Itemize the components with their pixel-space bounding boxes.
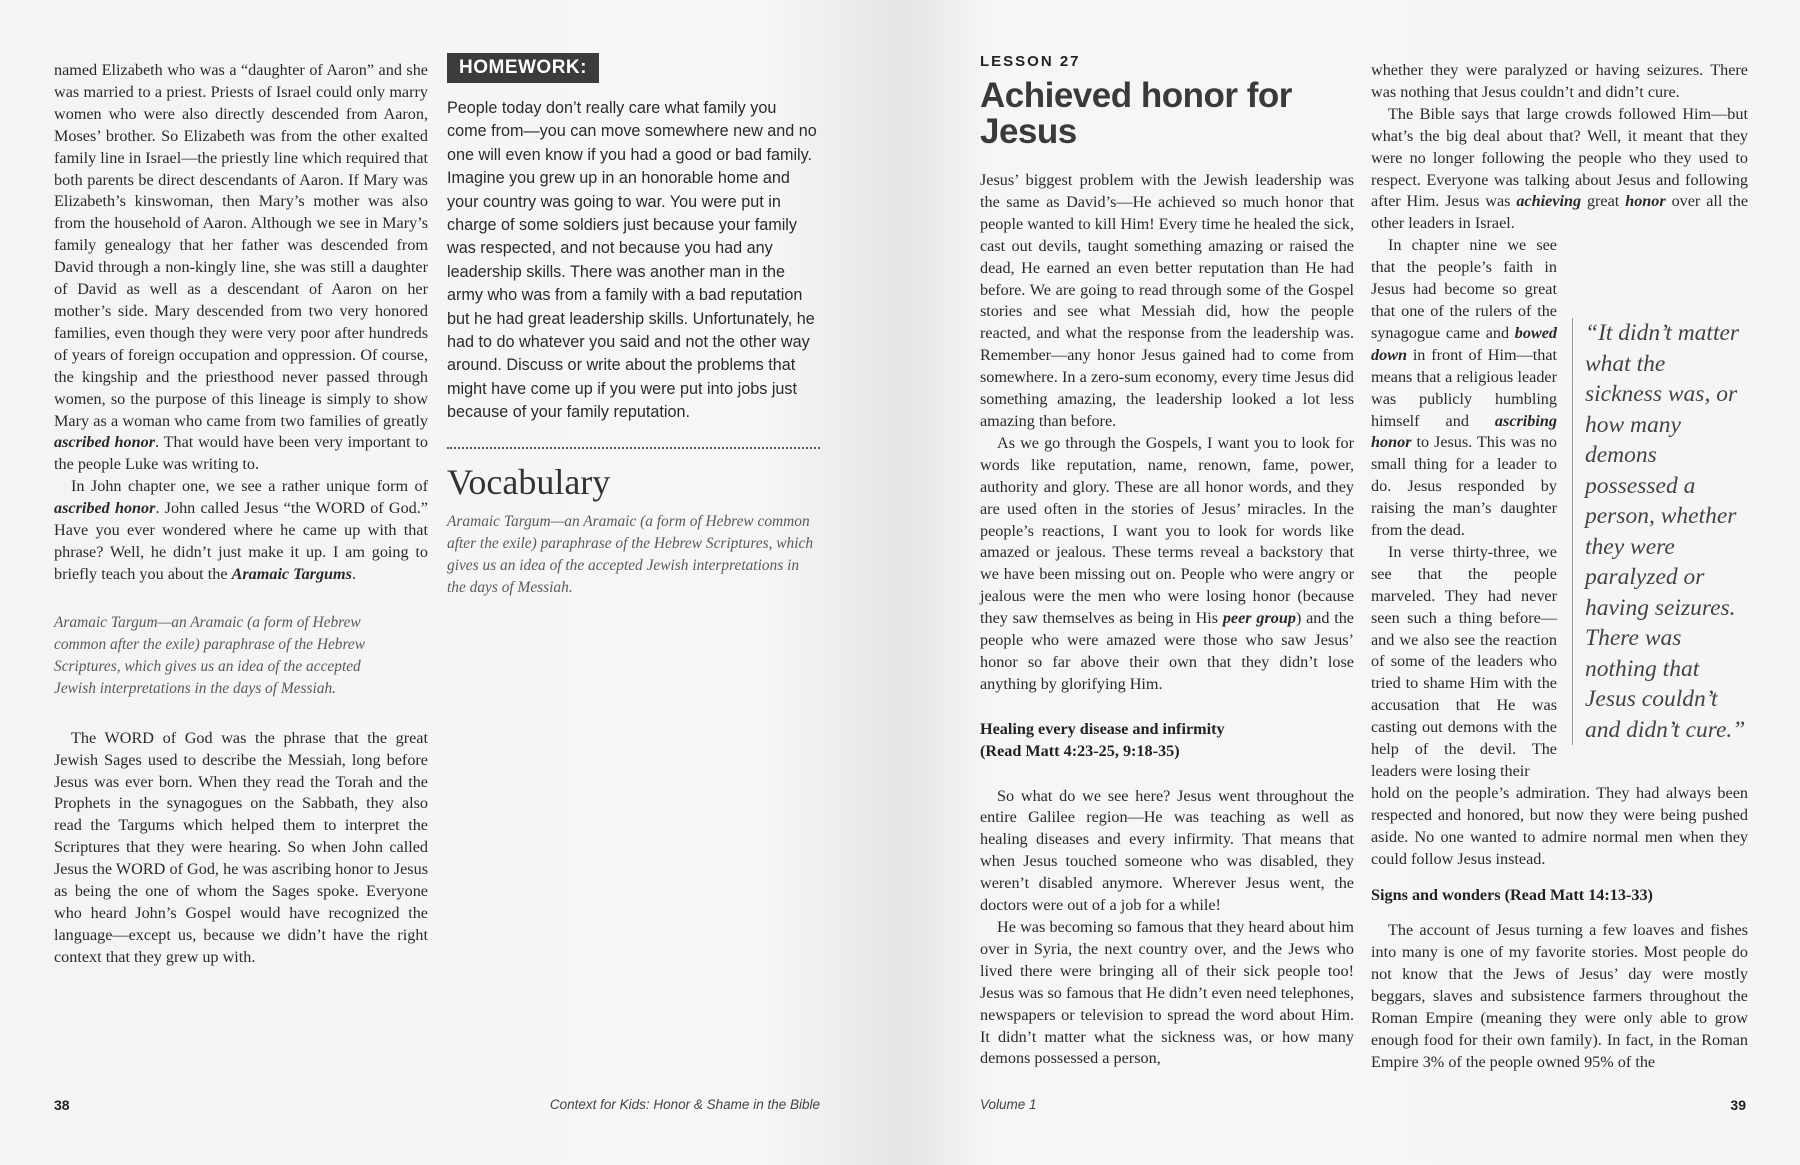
term-aramaic-targums: Aramaic Targums [231, 564, 352, 583]
lesson-header [980, 53, 1310, 150]
text: Healing every disease and infirmity [980, 719, 1225, 738]
text: In John chapter one, we see a rather unique form of [71, 477, 428, 496]
text: over all the other leaders in Israel. [1371, 192, 1749, 233]
divider [447, 447, 820, 449]
right-column-1 [980, 170, 1354, 1070]
paragraph [1371, 235, 1557, 542]
term-ascribed-honor: ascribed honor [54, 433, 156, 452]
lesson-title: Achieved honor for Jesus [980, 76, 1292, 151]
text: ) and the people who were amazed were those who saw Jesus’ honor so far above their own that they didn’t lose anything by glorifying Him. [980, 609, 1354, 693]
text: In chapter nine we see that the people’s faith in Jesus had become so great that one of the rulers of the synagogue came and [1371, 236, 1557, 342]
text: named Elizabeth who was a “daughter of Aaron” and she was married to a priest. Priests of Israel could only marry women who were also directly descended from Aaron, Moses’ brother. So Elizabeth was from the other exalted family line in Israel—the priestly line which required that both parents be direct descendants of Aaron. If Mary was Elizabeth’s kinswoman, then Mary’s mother was also from the household of Aaron. Although we see in Mary’s family genealogy that her father was descended from David through a non-kingly line, she was still a daughter of David as well as a descendant of Aaron on her mother’s side. Mary descended from two very honored families, even though they were very poor after hundreds of years of foreign occupation and oppression. Of course, the kingship and the priesthood never passed through women, so the purpose of this lineage is simply to show Mary as a woman who came from two families of greatly [54, 61, 428, 430]
paragraph: So what do we see here? Jesus went throughout the entire Galilee region—He was teaching as well as healing diseases and every infirmity. That means that when Jesus touched someone who was disabled, they weren’t disabled anymore. Wherever Jesus went, the doctors were out of a job for a while! [980, 786, 1354, 915]
paragraph [54, 476, 428, 586]
paragraph [980, 433, 1354, 696]
homework-title: HOMEWORK: [447, 53, 599, 83]
running-head [980, 1097, 1037, 1112]
book-title: Honor & Shame in the Bible [653, 1097, 820, 1112]
volume-label: Volume 1 [980, 1097, 1037, 1112]
page-number: 38 [54, 1097, 70, 1113]
term-achieving: achieving [1516, 192, 1582, 211]
paragraph: hold on the people’s admiration. They had always been respected and honored, but now they were being pushed aside. No one wanted to admire normal men when they could follow Jesus instead. [1371, 783, 1748, 868]
paragraph: He was becoming so famous that they heard about him over in Syria, the next country over, and the Jews who lived there were bringing all of their sick people too! Jesus was so famous that He didn’t even need telephones, newspapers or television to spread the word about Him. It didn’t matter what the sickness was, or how many demons possessed a person, [980, 918, 1354, 1068]
paragraph [54, 60, 428, 476]
paragraph: The account of Jesus turning a few loaves and fishes into many is one of my favorite stories. Most people do not know that the Jews of Jesus’ day were mostly beggars, slaves and subsistence farmers throughout the Roman Empire (meaning they were only able to grow enough food for their own family). In fact, in the Roman Empire 3% of the people owned 95% of the [1371, 921, 1748, 1071]
text: . John called Jesus “the WORD of God.” Have you ever wondered where he came up with that phrase? Well, he didn’t just make it up. I am going to briefly teach you about the [54, 499, 428, 583]
text: great [1586, 192, 1620, 211]
text: (Read Matt 4:23-25, 9:18-35) [980, 741, 1180, 760]
section-heading-healing [980, 719, 1354, 763]
page-number: 39 [1730, 1097, 1746, 1113]
text: . [351, 564, 356, 583]
left-column-2 [447, 53, 820, 599]
term-peer-group: peer group [1222, 609, 1296, 628]
paragraph [1371, 104, 1748, 235]
wrap-column [1371, 235, 1557, 783]
term-bowed-down: bowed down [1371, 323, 1558, 364]
text: As we go through the Gospels, I want you to look for words like reputation, name, renown, fame, power, authority and glory. These are all honor words, and they are used often in the stories of Jesus’ miracles. In the people’s reactions, I want you to look for words like amazed or jealous. These terms reveal a backstory that we have been missing out on. People who were angry or jealous were the men who were losing honor (because they saw themselves as being in His [980, 433, 1354, 628]
running-head [550, 1097, 820, 1112]
running-head-prefix: Context for Kids: [549, 1097, 650, 1112]
homework-body: People today don’t really care what family you come from—you can move somewhere new and no one will even know if you had a good or bad family. Imagine you grew up in an honorable home and your country was going to war. You were put in charge of some soldiers just because your family was respected, and not because you had any leadership skills. There was another man in the army who was from a family with a bad reputation but he had great leadership skills. Unfortunately, he had to do whatever you said and not the other way around. Discuss or write about the problems that might have come up if you were put into jobs just because of your family reputation. [447, 99, 817, 422]
term-ascribing-honor: ascribing honor [1371, 411, 1557, 452]
term-honor: honor [1625, 192, 1666, 211]
section-heading-signs: Signs and wonders (Read Matt 14:13-33) [1371, 885, 1653, 904]
definition-note: Aramaic Targum—an Aramaic (a form of Hebrew common after the exile) paraphrase of the Hebrew Scriptures, which gives us an idea of the accepted Jewish interpretations in the days of Messiah. [54, 613, 366, 697]
term-ascribed-honor: ascribed honor [54, 499, 156, 518]
paragraph: whether they were paralyzed or having seizures. There was nothing that Jesus couldn’t and didn’t cure. [1371, 61, 1748, 101]
paragraph: In verse thirty-three, we see that the people marveled. They had never seen such a thing before—and we also see the reaction of some of the leaders who tried to shame Him with the accusation that He was casting out demons with the help of the devil. The leaders were losing their [1371, 542, 1557, 780]
vocabulary-heading: Vocabulary [447, 461, 611, 502]
lesson-label: LESSON 27 [980, 53, 1081, 70]
vocabulary-definition: Aramaic Targum—an Aramaic (a form of Hebrew common after the exile) paraphrase of the Hebrew Scriptures, which gives us an idea of the accepted Jewish interpretations in the days of Messiah. [447, 512, 814, 596]
text: in front of Him—that means that a religious leader was publicly humbling himself and [1371, 345, 1558, 430]
paragraph: The WORD of God was the phrase that the great Jewish Sages used to describe the Messiah, long before Jesus was ever born. When they read the Torah and the Prophets in the synagogues on the Sabbath, they also read the Targums which helped them to interpret the Scriptures that they were hearing. So when John called Jesus the WORD of God, he was ascribing honor to Jesus as being the one of whom the Sages spoke. Everyone who heard John’s Gospel would have recognized the language—except us, because we didn’t have the right context that they grew up with. [54, 728, 428, 966]
text: to Jesus. This was no small thing for a leader to do. Jesus responded by raising the man’s daughter from the dead. [1371, 433, 1557, 540]
pull-quote: “It didn’t matter what the sickness was, or how many demons possessed a person, whether they were paralyzed or having seizures. There was nothing that Jesus couldn’t and didn’t cure.” [1572, 318, 1747, 745]
left-column-1 [54, 60, 428, 969]
paragraph: Jesus’ biggest problem with the Jewish leadership was the same as David’s—He achieved so much honor that people wanted to kill Him! Every time he healed the sick, cast out devils, taught something amazing or raised the dead, He earned an even better reputation than He had before. We are going to read through some of the Gospel stories and see what Messiah did, how the people reacted, and what the response from the leadership was. Remember—any honor Jesus gained had to come from somewhere. In a zero-sum economy, every time Jesus did something amazing, the leadership looked a lot less amazing than before. [980, 171, 1354, 430]
right-page [900, 0, 1800, 1165]
text: The Bible says that large crowds followed Him—but what’s the big deal about that? Well, it meant that they were no longer following the people who they used to respect. Everyone was talking about Jesus and following after Him. Jesus was [1371, 104, 1748, 211]
text: . That would have been very important to the people Luke was writing to. [54, 433, 428, 474]
